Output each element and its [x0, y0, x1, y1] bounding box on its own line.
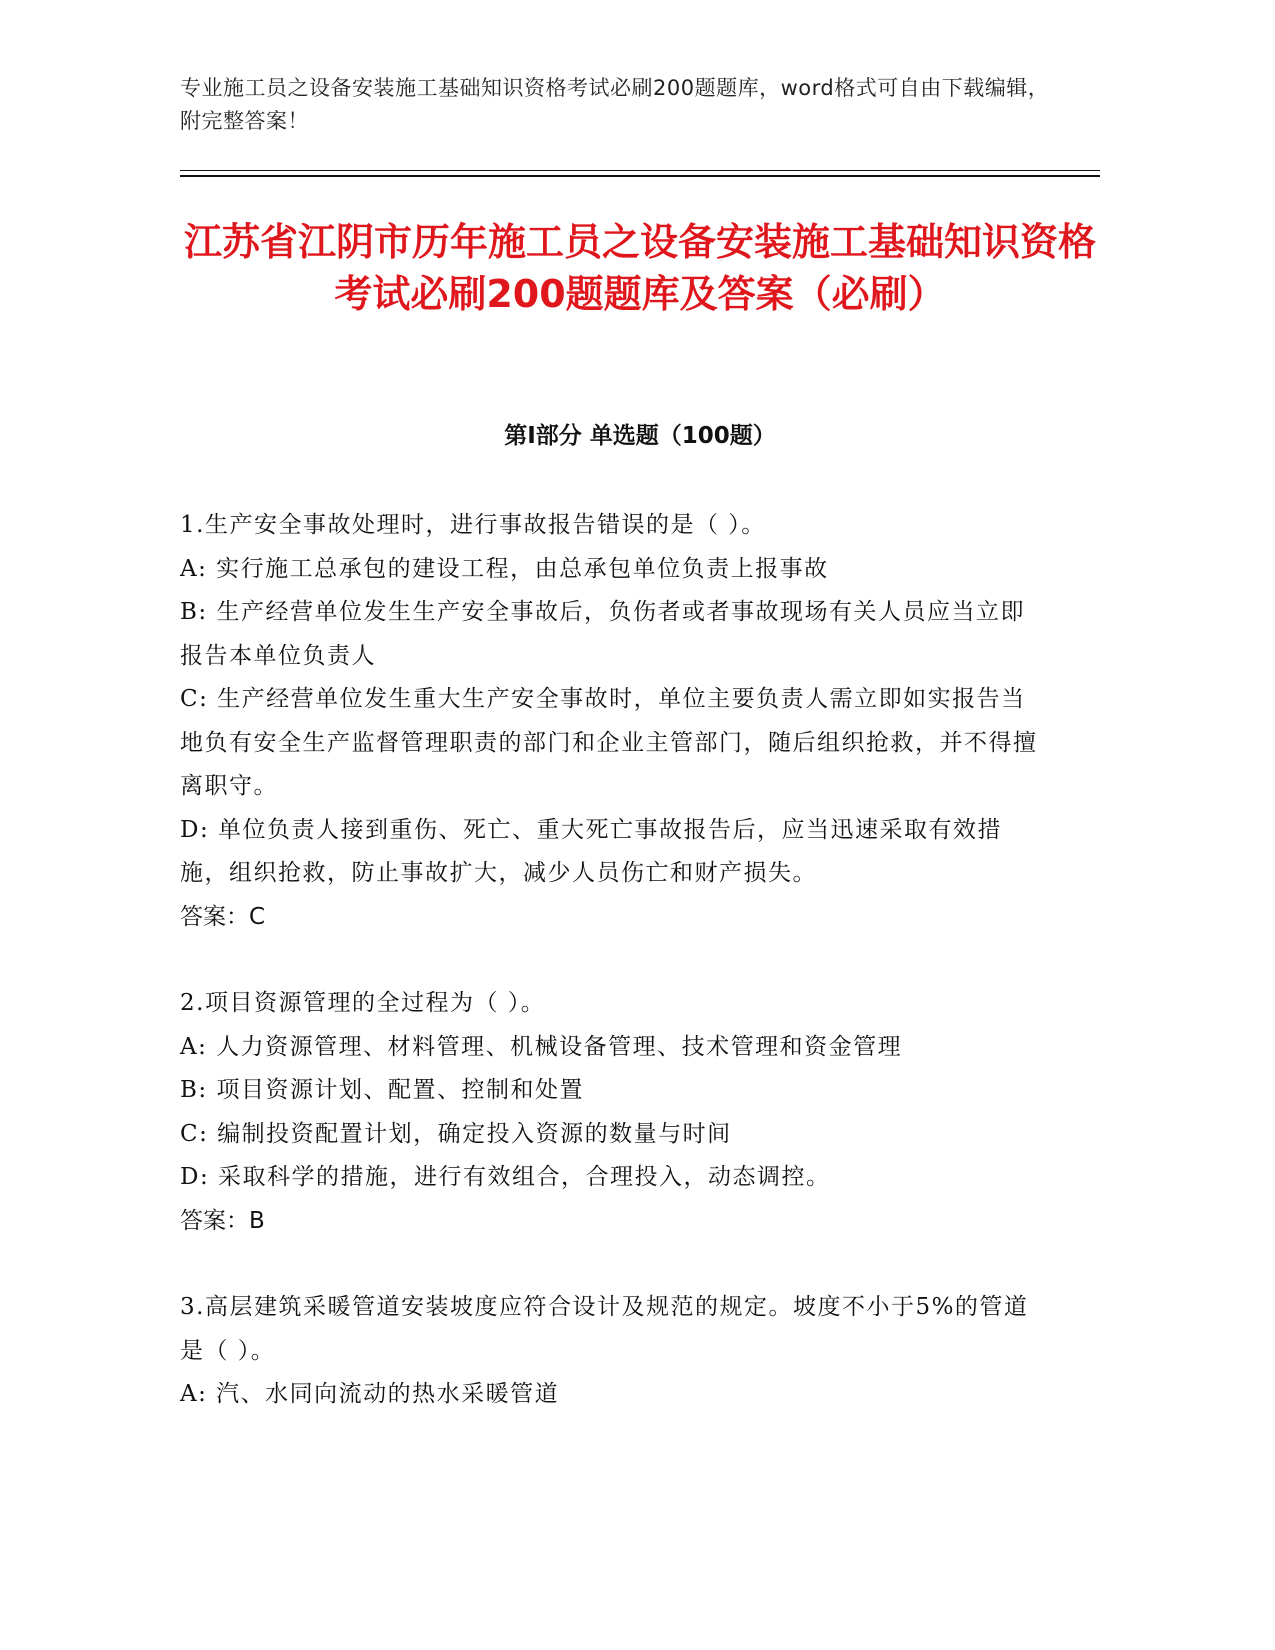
- question-list: [180, 504, 1040, 1460]
- option-d: D: 采取科学的措施，进行有效组合，合理投入，动态调控。: [180, 1164, 831, 1190]
- question-1: [180, 504, 1040, 939]
- answer-label: 答案：B: [180, 1207, 265, 1234]
- header-divider-thick: [180, 175, 1100, 177]
- option-c: C: 生产经营单位发生重大生产安全事故时，单位主要负责人需立即如实报告当地负有安全生产监督管理职责的部门和企业主管部门，随后组织抢救，并不得擅离职守。: [180, 686, 1038, 799]
- question-3: [180, 1286, 1040, 1417]
- question-stem: 2.项目资源管理的全过程为（ ）。: [180, 990, 546, 1016]
- option-a: A: 人力资源管理、材料管理、机械设备管理、技术管理和资金管理: [180, 1033, 903, 1060]
- option-a: A: 汽、水同向流动的热水采暖管道: [180, 1381, 560, 1407]
- document-title: 江苏省江阴市历年施工员之设备安装施工基础知识资格考试必刷200题题库及答案（必刷）: [183, 220, 1096, 316]
- header-divider-thin: [180, 170, 1100, 171]
- page-header: 专业施工员之设备安装施工基础知识资格考试必刷200题题库，word格式可自由下载编辑，附完整答案！: [180, 76, 1050, 133]
- option-c: C: 编制投资配置计划，确定投入资源的数量与时间: [180, 1120, 732, 1147]
- answer-label: 答案：C: [180, 903, 266, 930]
- option-a: A: 实行施工总承包的建设工程，由总承包单位负责上报事故: [180, 555, 829, 582]
- option-b: B: 生产经营单位发生生产安全事故后，负伤者或者事故现场有关人员应当立即报告本单位负责人: [180, 599, 1025, 669]
- question-stem: 1.生产安全事故处理时，进行事故报告错误的是（ ）。: [180, 512, 766, 538]
- option-b: B: 项目资源计划、配置、控制和处置: [180, 1077, 584, 1103]
- question-2: [180, 982, 1040, 1243]
- option-d: D: 单位负责人接到重伤、死亡、重大死亡事故报告后，应当迅速采取有效措施，组织抢救，防止事故扩大，减少人员伤亡和财产损失。: [180, 816, 1003, 886]
- section-title: 第Ⅰ部分 单选题（100题）: [504, 423, 776, 449]
- question-stem: 3.高层建筑采暖管道安装坡度应符合设计及规范的规定。坡度不小于5%的管道是（ ）。: [180, 1294, 1029, 1364]
